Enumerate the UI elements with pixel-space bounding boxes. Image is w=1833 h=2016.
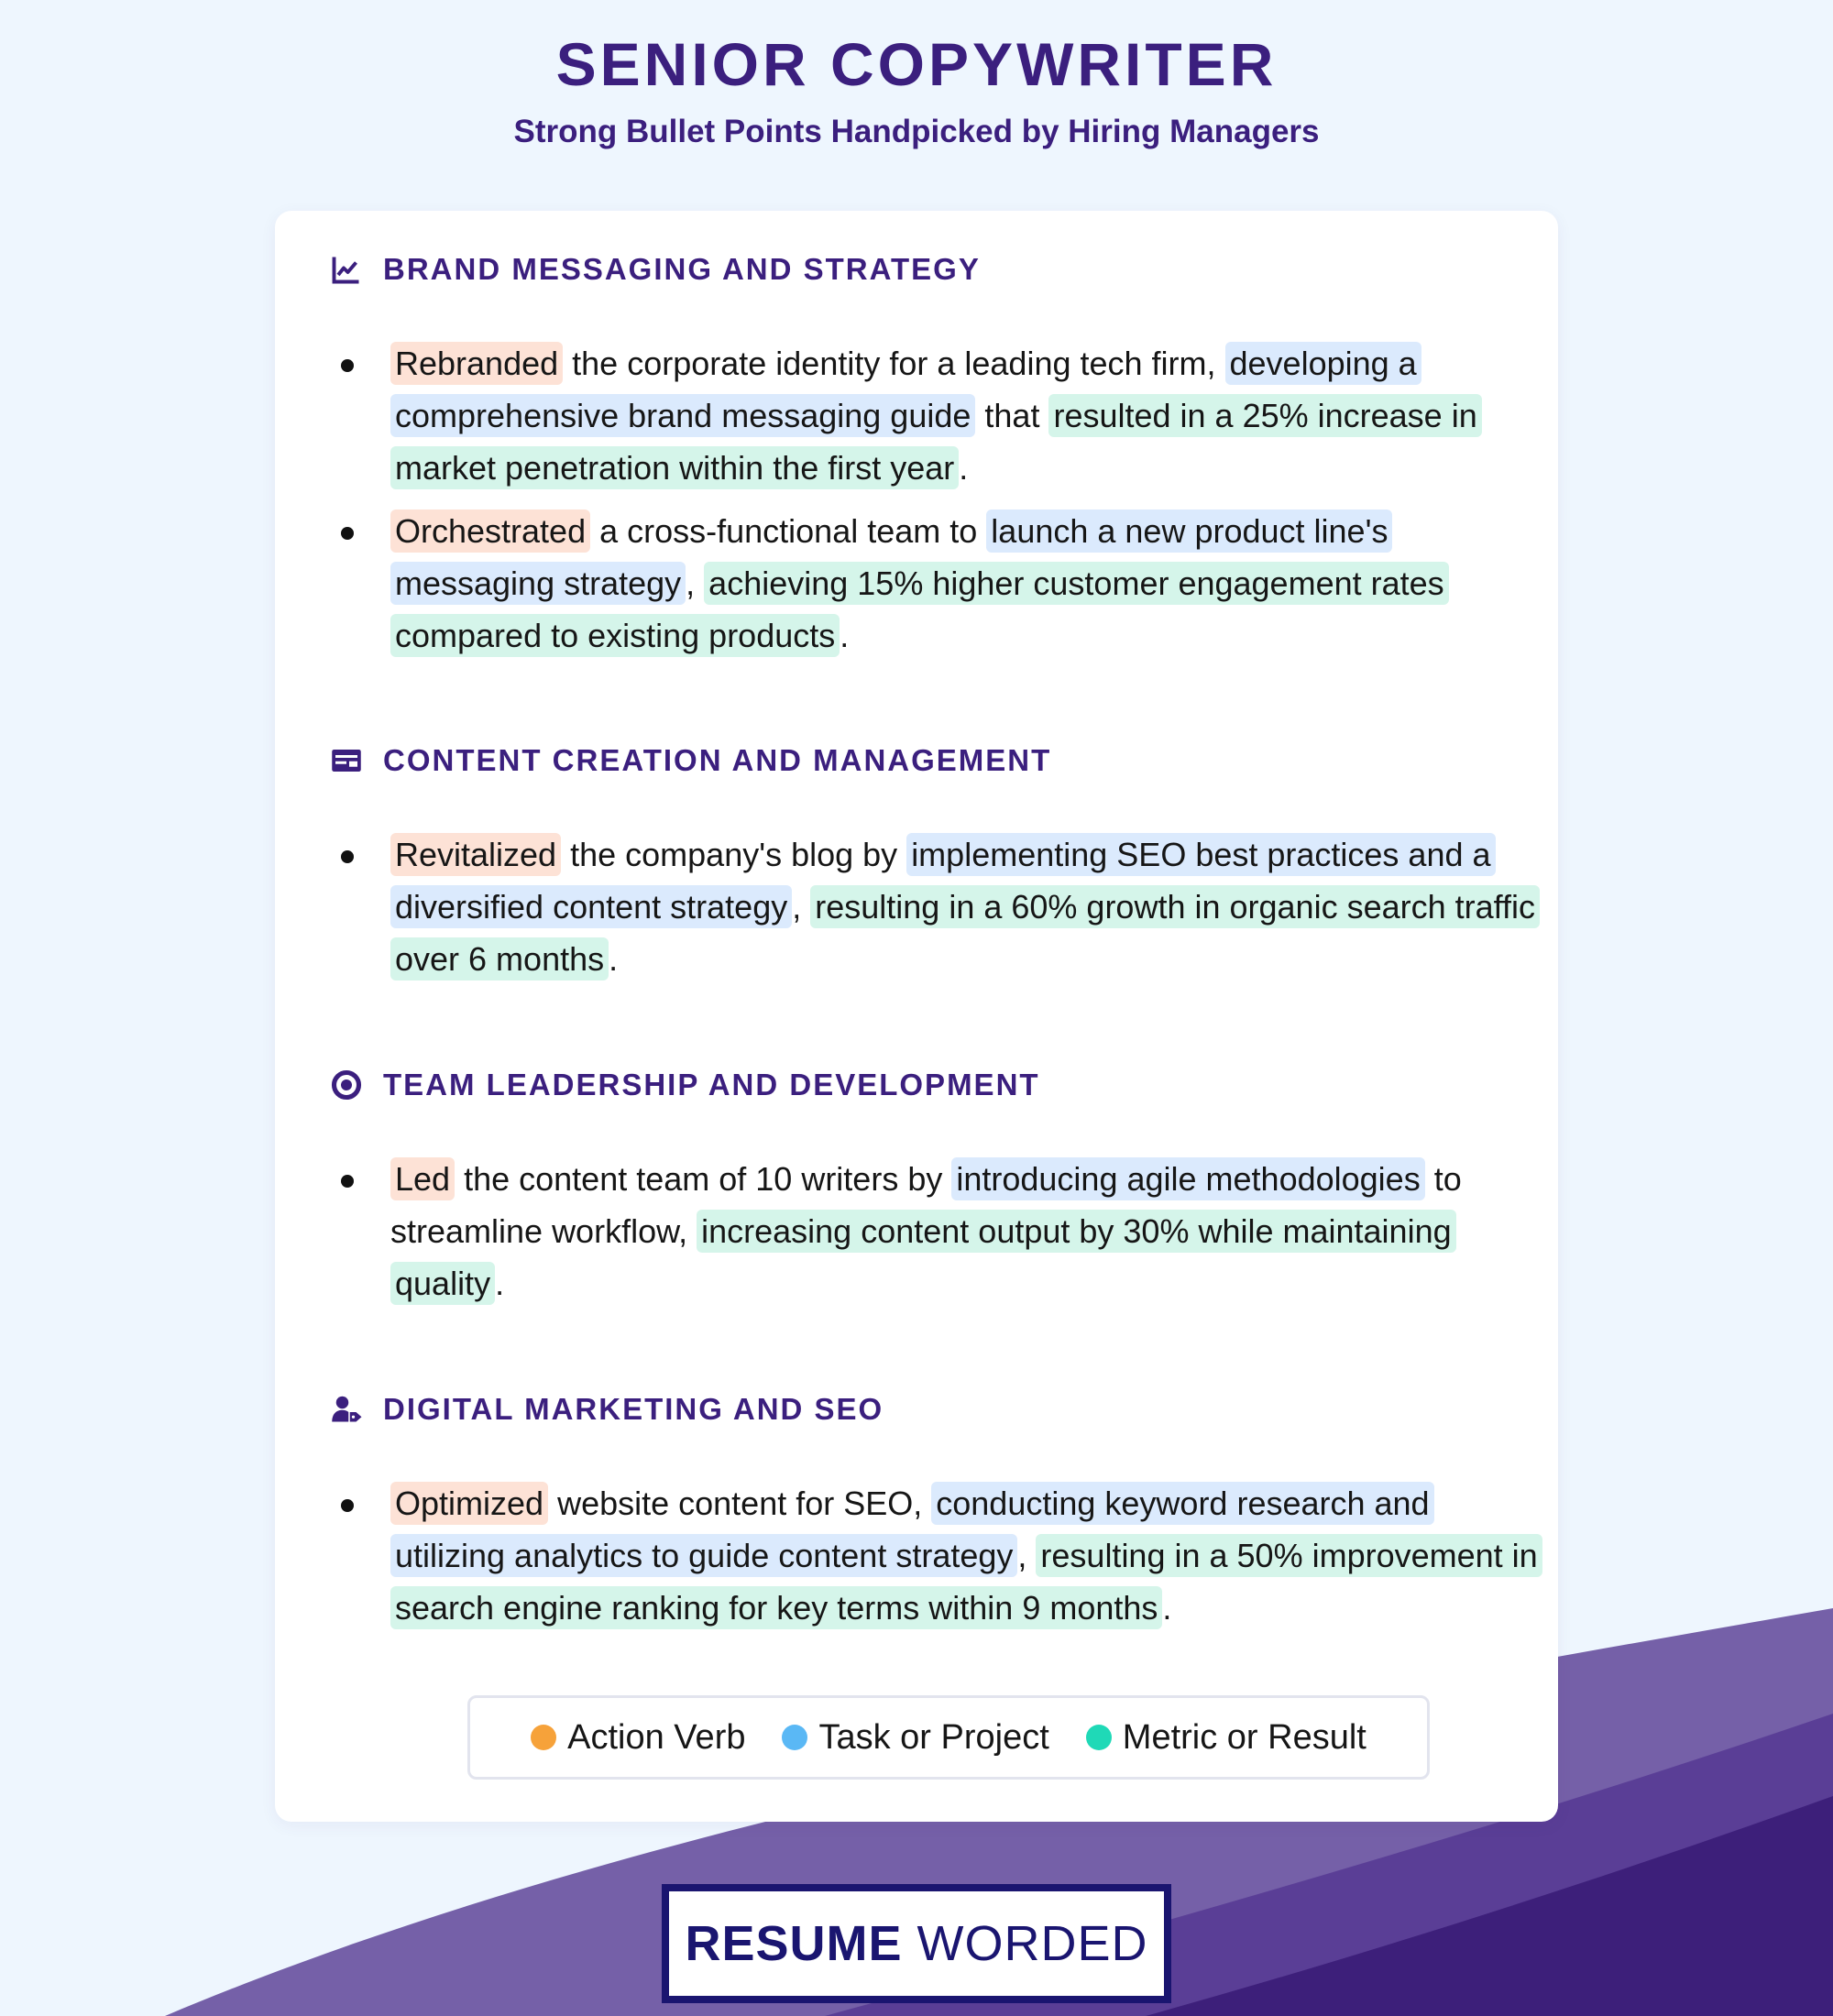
id-card-icon <box>330 744 363 777</box>
bullet-item <box>330 505 1540 662</box>
resume-card <box>275 211 1558 1822</box>
bullet-text: a cross-functional team to <box>590 512 987 550</box>
section-digital-marketing <box>330 1387 1540 1645</box>
bullet-text: to streamline workflow, <box>390 1160 1462 1250</box>
highlight-metric-or-result: resulting in a 50% improvement in search engine ranking for key terms within 9 months <box>390 1534 1542 1629</box>
legend-label: Action Verb <box>567 1717 746 1757</box>
bullet-text: the company's blog by <box>561 836 907 873</box>
bullet-item <box>330 1153 1540 1309</box>
highlight-task-or-project: introducing agile methodologies <box>951 1157 1424 1200</box>
user-tag-icon <box>330 1393 363 1426</box>
bullet-item <box>330 1477 1540 1634</box>
resume-worded-logo[interactable] <box>662 1884 1171 2003</box>
bullet-text: . <box>1162 1589 1172 1627</box>
highlight-metric-or-result: resulting in a 60% growth in organic search traffic over 6 months <box>390 885 1540 981</box>
section-header <box>330 1387 1540 1431</box>
logo-text-regular: WORDED <box>916 1916 1148 1971</box>
highlight-action-verb: Led <box>390 1157 455 1200</box>
legend <box>467 1695 1430 1780</box>
section-brand-messaging <box>330 247 1540 673</box>
bullet-text: . <box>495 1265 505 1302</box>
bullet-text: . <box>840 617 850 654</box>
bullet-list <box>330 1477 1540 1634</box>
legend-dot <box>1086 1725 1112 1750</box>
section-team-leadership <box>330 1063 1540 1320</box>
bullet-text: , <box>686 564 705 602</box>
page-subtitle: Strong Bullet Points Handpicked by Hiring Managers <box>513 114 1320 149</box>
bullet-list <box>330 1153 1540 1309</box>
bullet-text: the corporate identity for a leading tech firm, <box>563 345 1225 382</box>
legend-dot <box>531 1725 556 1750</box>
section-header <box>330 247 1540 291</box>
section-header <box>330 739 1540 783</box>
bullet-text: that <box>975 397 1049 434</box>
bullet-text: . <box>609 940 619 978</box>
target-circle-icon <box>330 1068 363 1101</box>
bullet-text: , <box>792 888 811 926</box>
highlight-metric-or-result: increasing content output by 30% while maintaining quality <box>390 1210 1456 1305</box>
bullet-item <box>330 828 1540 985</box>
highlight-metric-or-result: resulted in a 25% increase in market penetration within the first year <box>390 394 1482 489</box>
highlight-action-verb: Rebranded <box>390 342 563 385</box>
legend-label: Task or Project <box>818 1717 1049 1757</box>
bullet-text: , <box>1017 1537 1037 1574</box>
section-title: DIGITAL MARKETING AND SEO <box>383 1392 884 1426</box>
section-title: CONTENT CREATION AND MANAGEMENT <box>383 743 1052 777</box>
highlight-action-verb: Orchestrated <box>390 509 590 553</box>
highlight-task-or-project: conducting keyword research and utilizing analytics to guide content strategy <box>390 1482 1434 1577</box>
bullet-text: . <box>959 449 969 487</box>
highlight-metric-or-result: achieving 15% higher customer engagement rates compared to existing products <box>390 562 1449 657</box>
logo-text-bold: RESUME <box>685 1916 903 1971</box>
page-title: SENIOR COPYWRITER <box>555 30 1278 98</box>
highlight-action-verb: Optimized <box>390 1482 548 1525</box>
bullet-text: the content team of 10 writers by <box>455 1160 952 1198</box>
highlight-action-verb: Revitalized <box>390 833 561 876</box>
highlight-task-or-project: launch a new product line's messaging strategy <box>390 509 1392 605</box>
legend-item-task-or-project <box>782 1718 1048 1758</box>
bullet-list <box>330 828 1540 985</box>
bullet-item <box>330 337 1540 494</box>
legend-label: Metric or Result <box>1122 1717 1367 1757</box>
highlight-task-or-project: developing a comprehensive brand messaging guide <box>390 342 1421 437</box>
legend-dot <box>782 1725 807 1750</box>
legend-item-metric-or-result <box>1086 1718 1367 1758</box>
highlight-task-or-project: implementing SEO best practices and a diversified content strategy <box>390 833 1496 928</box>
bullet-text: website content for SEO, <box>548 1485 932 1522</box>
line-chart-icon <box>330 253 363 286</box>
section-title: BRAND MESSAGING AND STRATEGY <box>383 252 981 286</box>
legend-item-action-verb <box>531 1718 745 1758</box>
bullet-list <box>330 337 1540 662</box>
section-header <box>330 1063 1540 1107</box>
section-content-creation <box>330 739 1540 996</box>
section-title: TEAM LEADERSHIP AND DEVELOPMENT <box>383 1068 1040 1101</box>
